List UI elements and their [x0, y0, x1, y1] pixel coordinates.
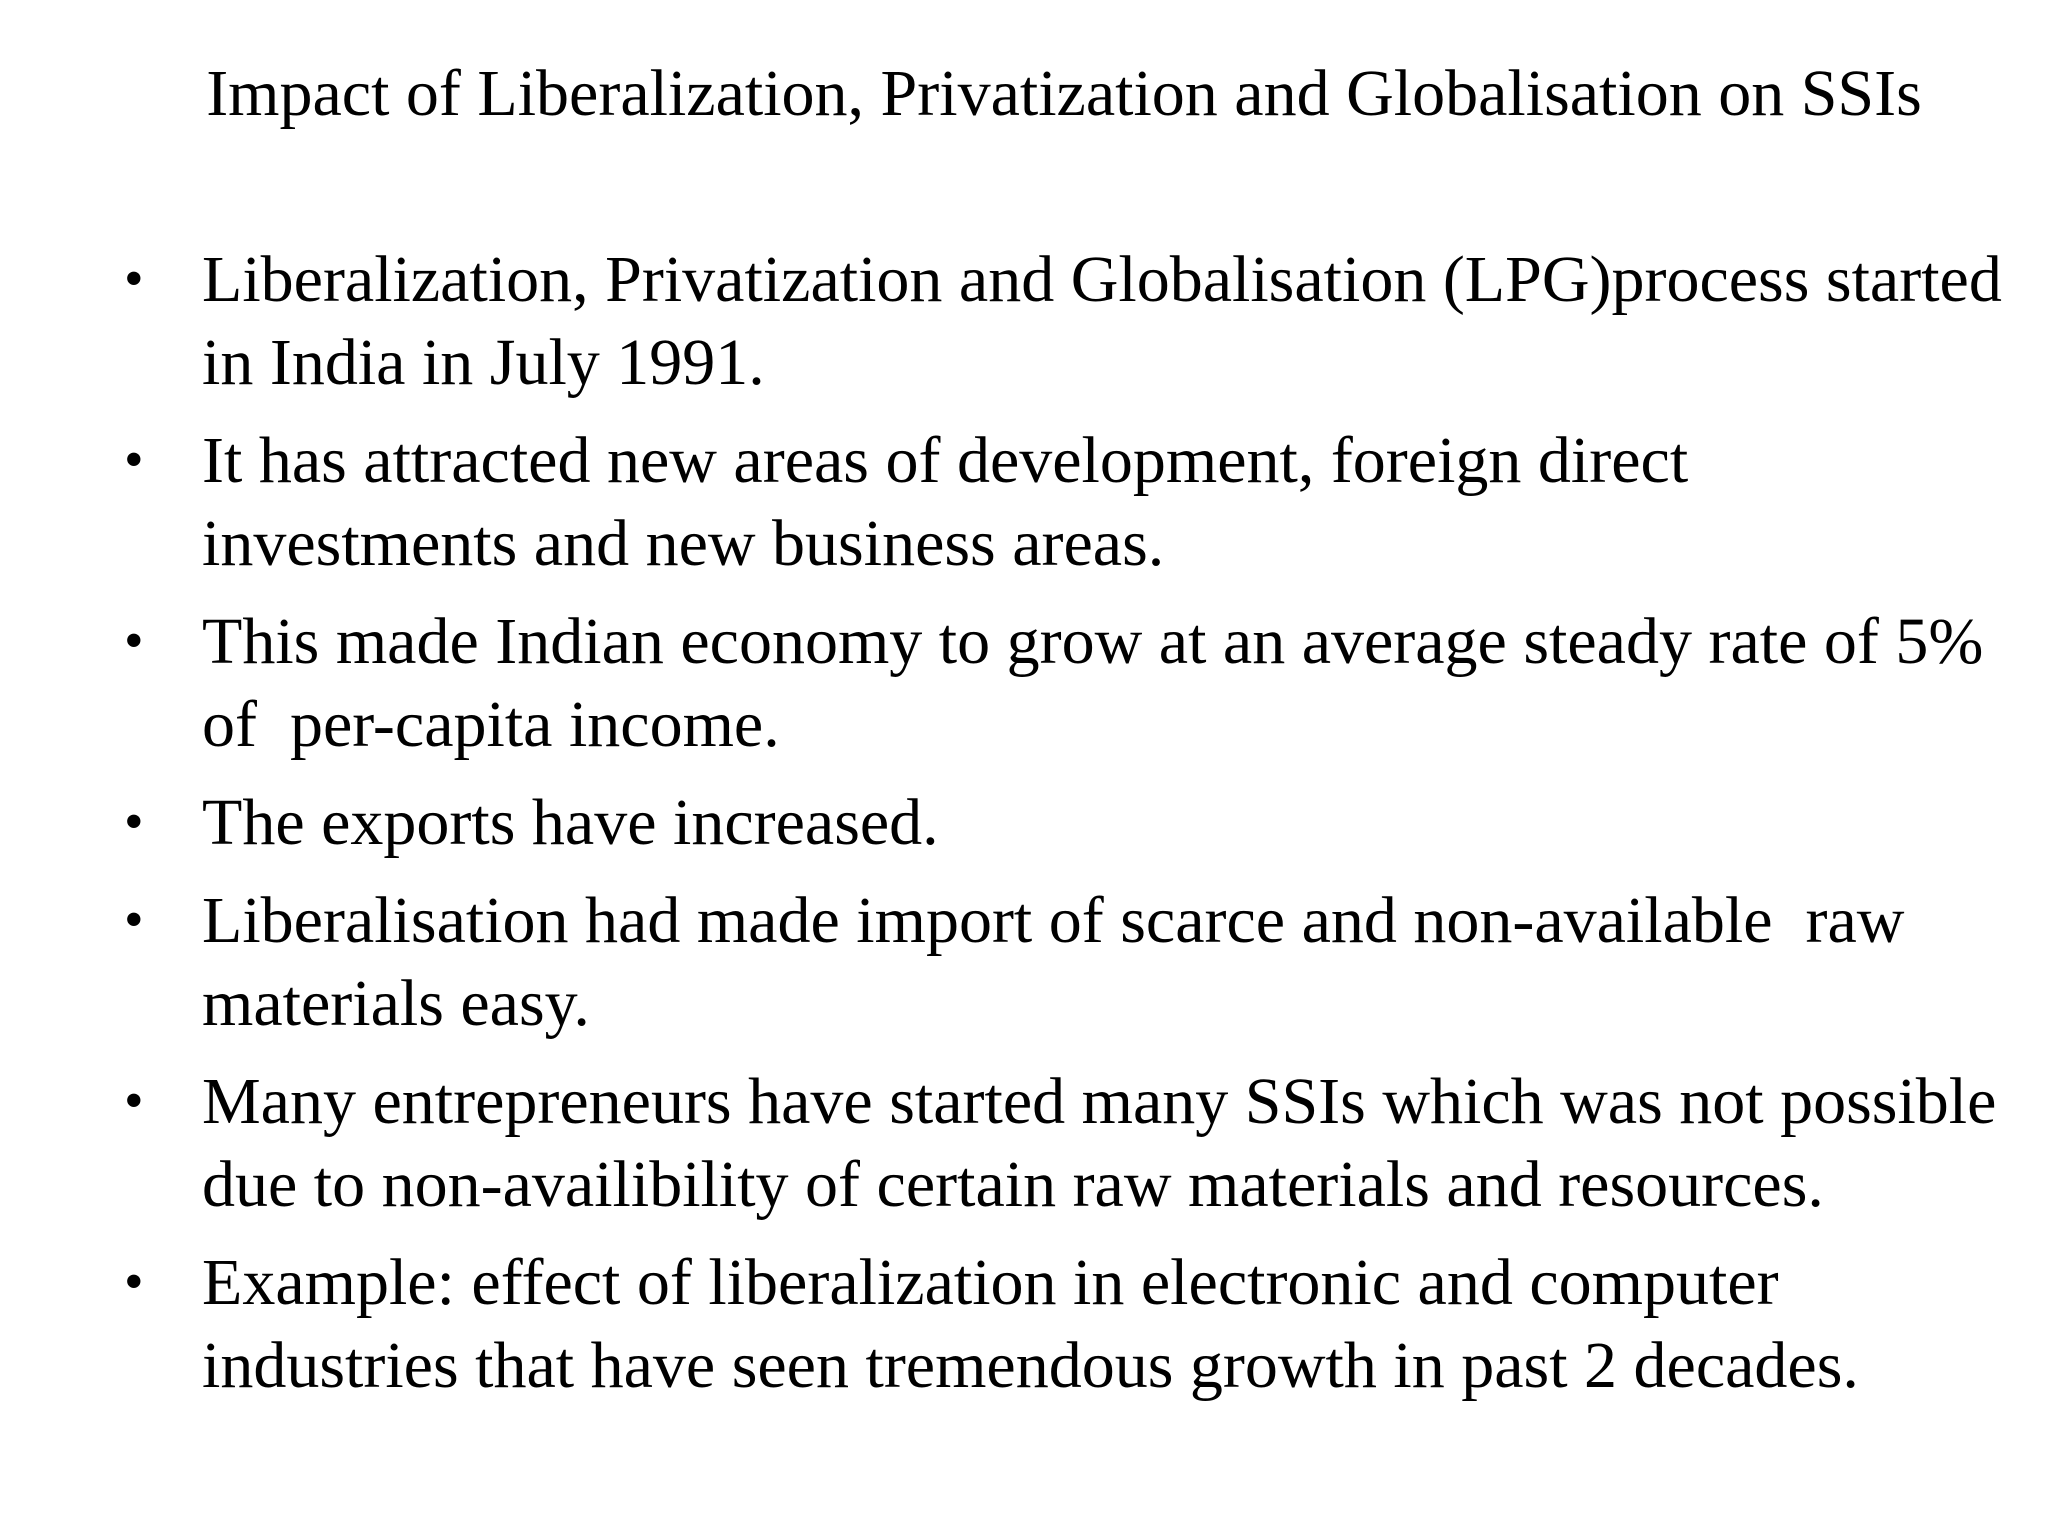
bullet-item	[0, 600, 2048, 766]
bullet-dot-icon: •	[124, 889, 144, 951]
bullet-text: Liberalization, Privatization and Globalisation (LPG)process started in India in July 1991.	[202, 243, 2019, 399]
bullet-item	[0, 1060, 2048, 1226]
bullet-dot-icon: •	[124, 1251, 144, 1313]
bullet-list	[0, 238, 2048, 1407]
bullet-item	[0, 781, 2048, 864]
bullet-dot-icon: •	[124, 429, 144, 491]
bullet-item	[0, 238, 2048, 404]
bullet-text: Example: effect of liberalization in electronic and computer industries that have seen tremendous growth in past 2 decades.	[202, 1246, 1859, 1402]
bullet-text: The exports have increased.	[202, 786, 939, 859]
slide-title: Impact of Liberalization, Privatization and Globalisation on SSIs	[206, 57, 1922, 130]
bullet-text: It has attracted new areas of development, foreign direct investments and new business areas.	[202, 424, 1705, 580]
bullet-text: Many entrepreneurs have started many SSIs which was not possible due to non-availibility of certain raw materials and resources.	[202, 1065, 2013, 1221]
bullet-dot-icon: •	[124, 791, 144, 853]
bullet-item	[0, 419, 2048, 585]
bullet-text: This made Indian economy to grow at an average steady rate of 5% of per-capita income.	[202, 605, 2017, 761]
bullet-text: Liberalisation had made import of scarce and non-available raw materials easy.	[202, 884, 1921, 1040]
bullet-item	[0, 1241, 2048, 1407]
bullet-dot-icon: •	[124, 248, 144, 310]
bullet-item	[0, 879, 2048, 1045]
bullet-dot-icon: •	[124, 1070, 144, 1132]
bullet-dot-icon: •	[124, 610, 144, 672]
